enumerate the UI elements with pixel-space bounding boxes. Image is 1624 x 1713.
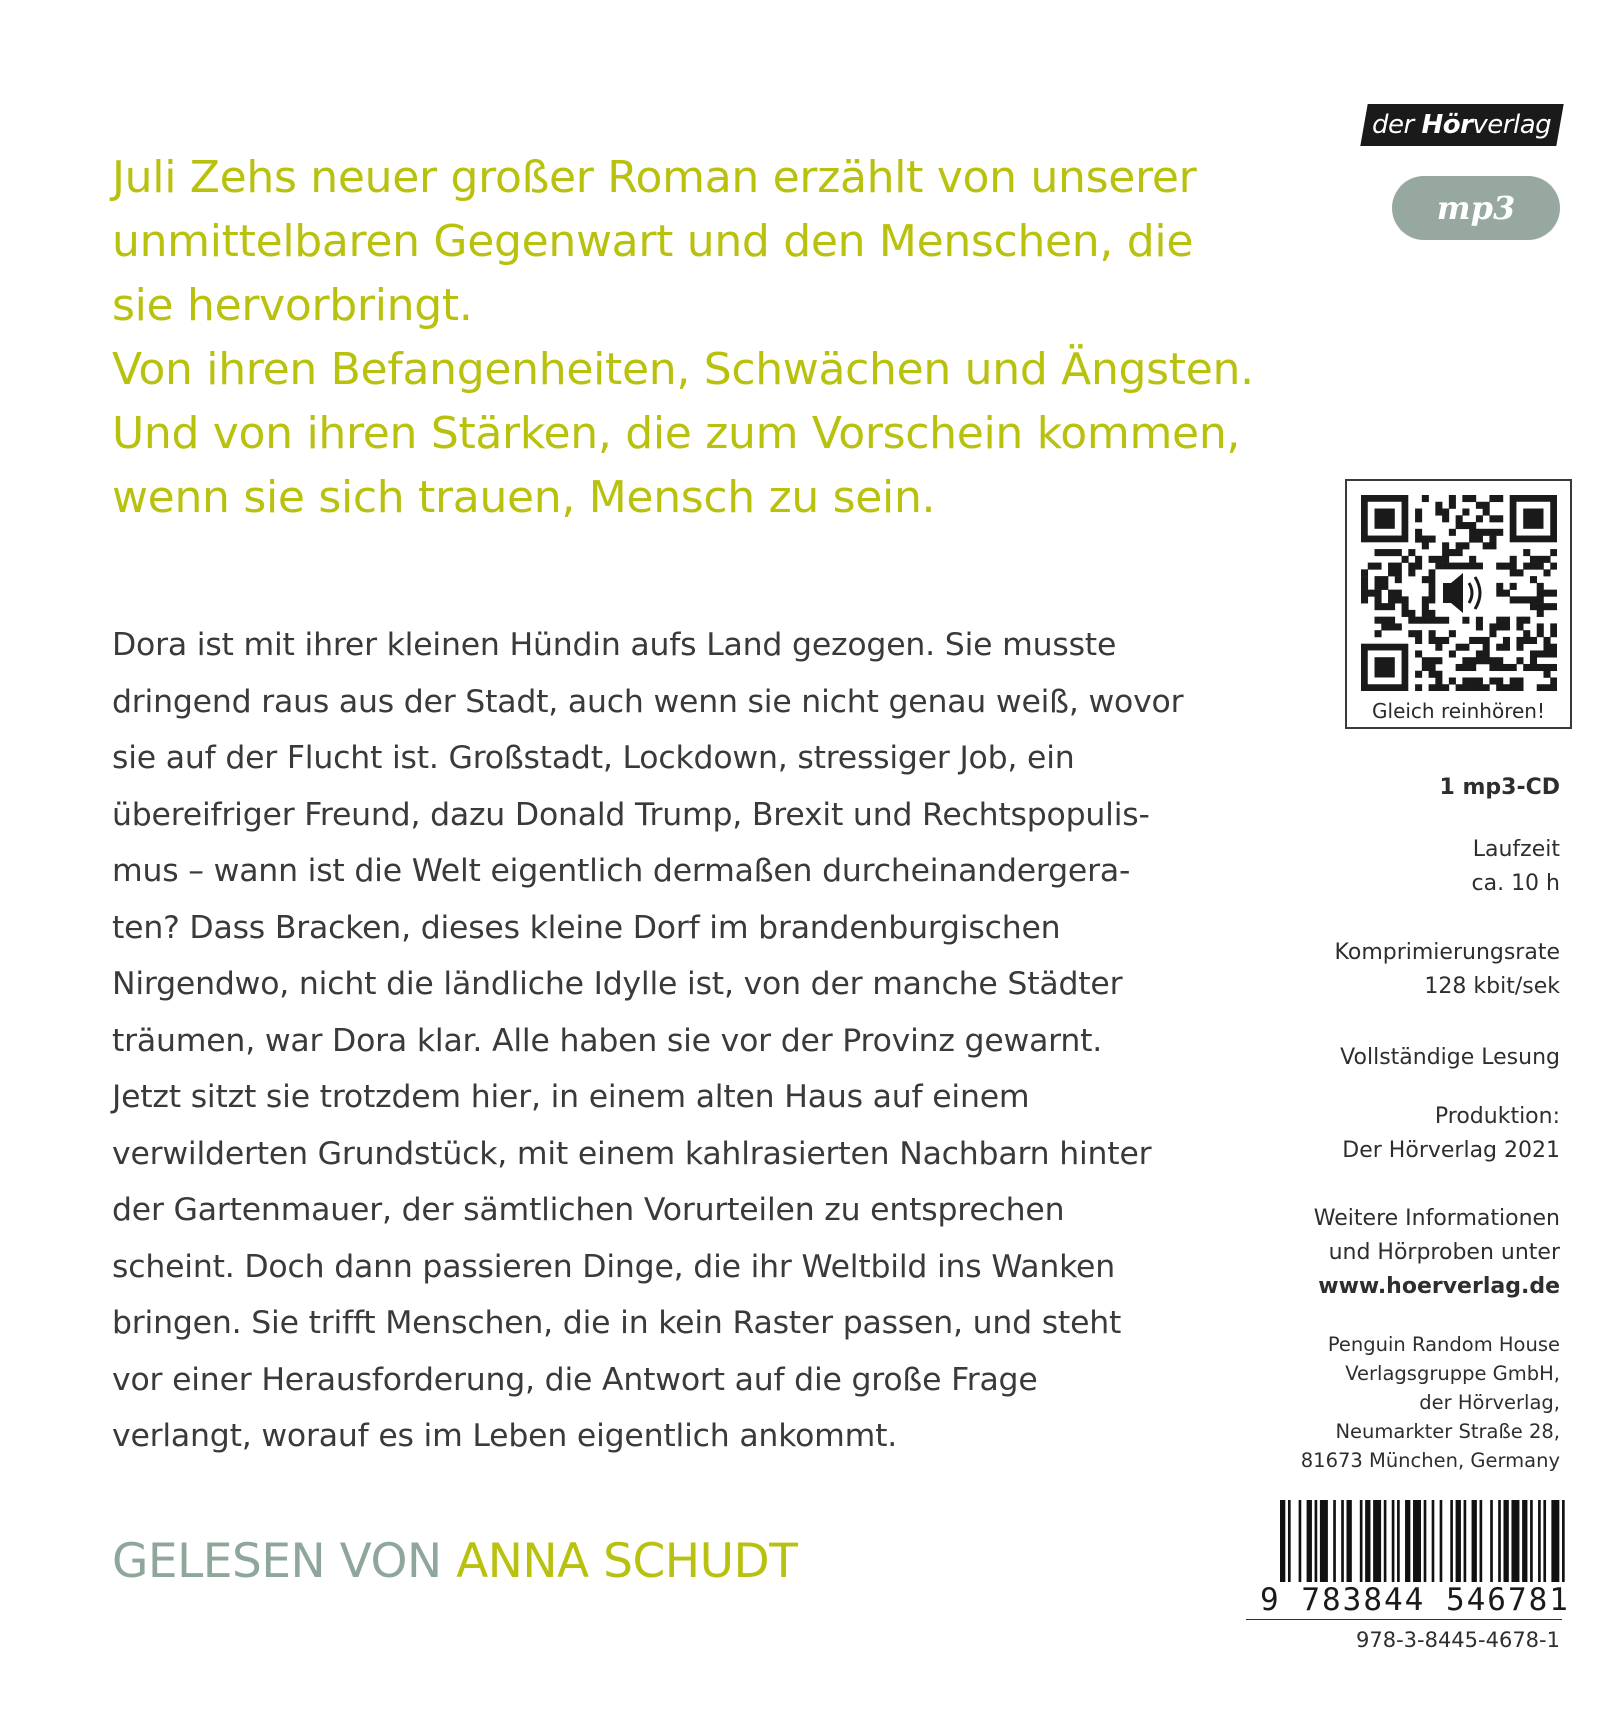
mp3-badge — [1392, 176, 1560, 240]
blurb-line: Jetzt sitzt sie trotzdem hier, in einem alten Haus auf einem — [112, 1079, 1030, 1115]
reader-name: ANNA SCHUDT — [456, 1534, 798, 1589]
address-line: Verlagsgruppe GmbH, — [1345, 1362, 1560, 1385]
runtime-label: Laufzeit — [1472, 837, 1560, 862]
website-link[interactable]: www.hoerverlag.de — [1318, 1274, 1560, 1299]
runtime-value: ca. 10 h — [1471, 871, 1560, 896]
tagline-line: unmittelbaren Gegenwart und den Menschen, die — [112, 216, 1194, 267]
isbn-text: 978-3-8445-4678-1 — [1355, 1628, 1560, 1652]
speaker-icon — [1435, 569, 1496, 616]
tagline-line: Juli Zehs neuer großer Roman erzählt von unserer — [112, 152, 1197, 203]
qr-code-box[interactable] — [1345, 479, 1572, 729]
publisher-logo — [1360, 104, 1563, 146]
address-line: Neumarkter Straße 28, — [1335, 1420, 1560, 1443]
address-line: der Hörverlag, — [1419, 1391, 1560, 1414]
tagline-line: sie hervorbringt. — [112, 280, 473, 331]
publisher-address — [1301, 1330, 1560, 1475]
blurb-line: träumen, war Dora klar. Alle haben sie vor der Provinz gewarnt. — [112, 1022, 1103, 1059]
runtime — [1472, 833, 1561, 901]
tagline-line: Und von ihren Stärken, die zum Vorschein kommen, — [112, 408, 1241, 459]
production-label: Produktion: — [1434, 1104, 1560, 1129]
blurb-line: bringen. Sie trifft Menschen, die in kein Raster passen, und steht — [112, 1305, 1122, 1341]
blurb-line: scheint. Doch dann passieren Dinge, die ihr Weltbild ins Wanken — [112, 1248, 1115, 1285]
mp3-badge-label: mp3 — [1436, 189, 1516, 227]
reader-prefix: GELESEN VON — [112, 1534, 442, 1589]
blurb-line: dringend raus aus der Stadt, auch wenn sie nicht genau weiß, wovor — [112, 683, 1184, 720]
blurb-line: sie auf der Flucht ist. Großstadt, Lockdown, stressiger Job, ein — [112, 740, 1075, 776]
blurb-line: Nirgendwo, nicht die ländliche Idylle ist, von der manche Städter — [112, 966, 1123, 1002]
isbn-divider — [1246, 1619, 1562, 1620]
blurb-line: ten? Dass Bracken, dieses kleine Dorf im brandenburgischen — [112, 909, 1061, 946]
qr-code[interactable] — [1361, 495, 1557, 691]
address-line: 81673 München, Germany — [1300, 1449, 1560, 1472]
blurb-line: der Gartenmauer, der sämtlichen Vorurteilen zu entsprechen — [112, 1192, 1065, 1228]
more-info-line: Weitere Informationen — [1313, 1206, 1560, 1231]
blurb-line: verwilderten Grundstück, mit einem kahlrasierten Nachbarn hinter — [112, 1135, 1152, 1172]
address-line: Penguin Random House — [1327, 1333, 1560, 1356]
logo-part2: Hör — [1421, 110, 1473, 140]
blurb — [112, 617, 1184, 1465]
qr-caption: Gleich reinhören! — [1372, 699, 1545, 723]
blurb-line: vor einer Herausforderung, die Antwort auf die große Frage — [112, 1361, 1038, 1398]
reader-credit — [112, 1532, 797, 1592]
logo-part3: verlag — [1472, 110, 1552, 140]
blurb-line: mus – wann ist die Welt eigentlich dermaßen durcheinandergera- — [112, 853, 1131, 889]
production-value: Der Hörverlag 2021 — [1342, 1138, 1560, 1163]
compression-value: 128 kbit/sek — [1424, 974, 1560, 999]
format-label: 1 mp3-CD — [1439, 775, 1560, 800]
barcode-digits: 9 783844 546781 — [1260, 1582, 1570, 1618]
blurb-line: verlangt, worauf es im Leben eigentlich ankommt. — [112, 1418, 898, 1454]
compression-label: Komprimierungsrate — [1334, 940, 1560, 965]
more-info-line: und Hörproben unter — [1328, 1240, 1560, 1265]
tagline — [112, 146, 1262, 530]
production — [1342, 1100, 1560, 1168]
logo-part1: der — [1372, 110, 1422, 140]
blurb-line: Dora ist mit ihrer kleinen Hündin aufs Land gezogen. Sie musste — [112, 627, 1117, 663]
barcode — [1280, 1500, 1570, 1582]
tagline-line: Von ihren Befangenheiten, Schwächen und Ängsten. — [112, 344, 1254, 395]
more-info — [1314, 1202, 1560, 1304]
compression — [1335, 936, 1560, 1004]
blurb-line: übereifriger Freund, dazu Donald Trump, Brexit und Rechtspopulis- — [112, 796, 1150, 833]
tagline-line: wenn sie sich trauen, Mensch zu sein. — [112, 472, 936, 523]
reading-type: Vollständige Lesung — [1340, 1045, 1560, 1070]
